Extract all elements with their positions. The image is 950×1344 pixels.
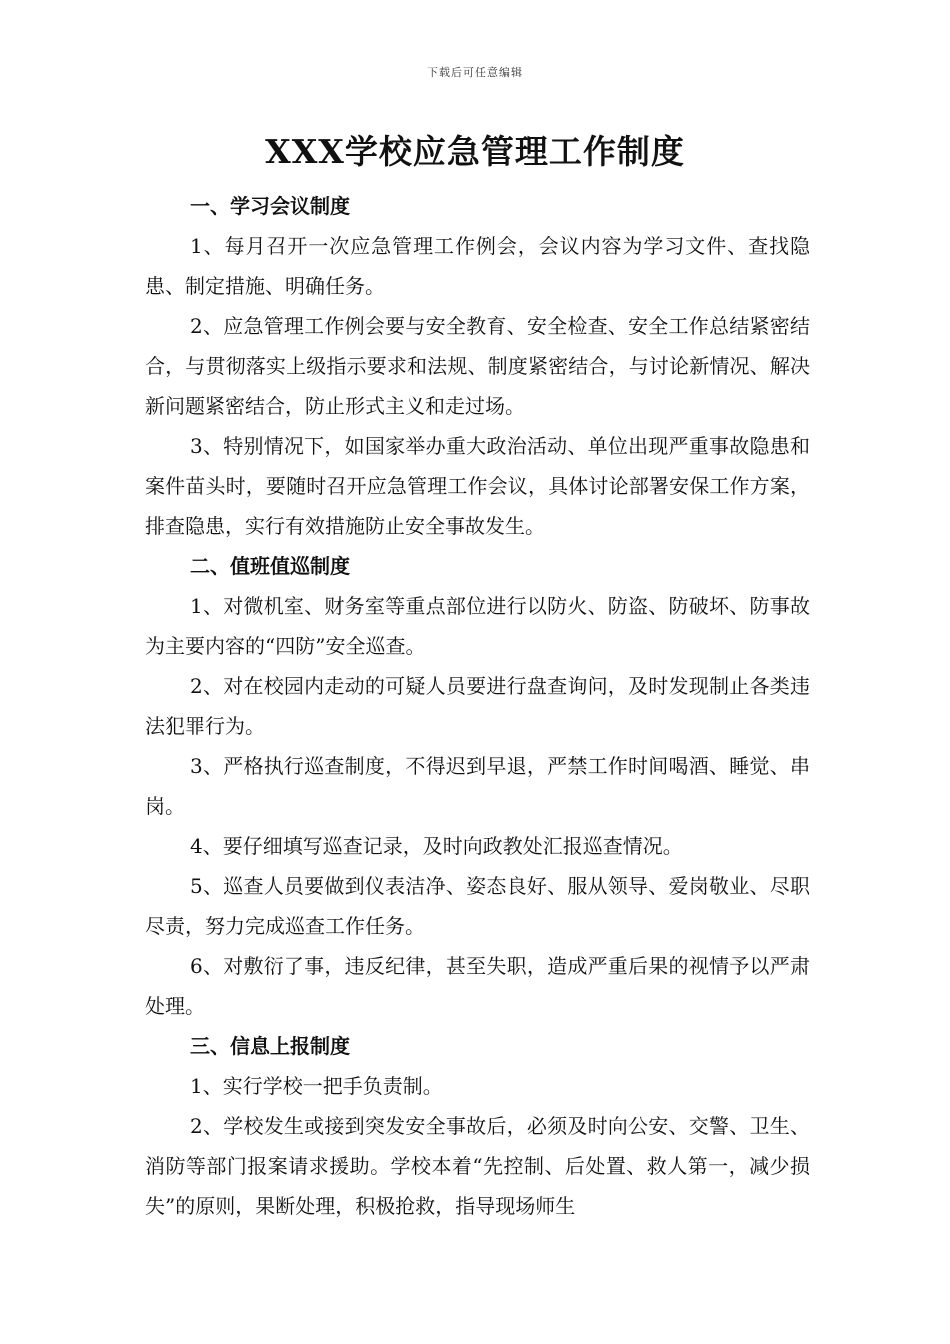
paragraph: 3、特别情况下，如国家举办重大政治活动、单位出现严重事故隐患和案件苗头时，要随时召开应急管理工作会议，具体讨论部署安保工作方案，排查隐患，实行有效措施防止安全事故发生。 [145,434,810,538]
paragraph: 3、严格执行巡查制度，不得迟到早退，严禁工作时间喝酒、睡觉、串岗。 [145,754,810,818]
section-info-report [145,1026,810,1226]
paragraph: 2、应急管理工作例会要与安全教育、安全检查、安全工作总结紧密结合，与贯彻落实上级指示要求和法规、制度紧密结合，与讨论新情况、解决新问题紧密结合，防止形式主义和走过场。 [145,314,810,418]
section-heading: 二、值班值巡制度 [190,554,350,578]
paragraph: 2、对在校园内走动的可疑人员要进行盘查询问，及时发现制止各类违法犯罪行为。 [145,674,810,738]
document-title: XXX学校应急管理工作制度 [265,132,685,171]
section-duty-patrol [145,546,810,1026]
document-body [145,186,810,1226]
paragraph: 2、学校发生或接到突发安全事故后，必须及时向公安、交警、卫生、消防等部门报案请求援助。学校本着“先控制、后处置、救人第一，减少损失”的原则，果断处理，积极抢救，指导现场师生 [145,1114,810,1218]
section-heading: 三、信息上报制度 [190,1034,350,1058]
paragraph: 6、对敷衍了事，违反纪律，甚至失职，造成严重后果的视情予以严肃处理。 [145,954,810,1018]
paragraph: 1、实行学校一把手负责制。 [190,1074,443,1098]
section-heading: 一、学习会议制度 [190,194,350,218]
section-study-meeting [145,186,810,546]
paragraph: 4、要仔细填写巡查记录，及时向政教处汇报巡查情况。 [190,834,683,858]
paragraph: 1、每月召开一次应急管理工作例会，会议内容为学习文件、查找隐患、制定措施、明确任务。 [145,234,810,298]
header-note: 下载后可任意编辑 [427,66,523,79]
paragraph: 5、巡查人员要做到仪表洁净、姿态良好、服从领导、爱岗敬业、尽职尽责，努力完成巡查工作任务。 [145,874,810,938]
paragraph: 1、对微机室、财务室等重点部位进行以防火、防盗、防破坏、防事故为主要内容的“四防”安全巡查。 [145,594,810,658]
